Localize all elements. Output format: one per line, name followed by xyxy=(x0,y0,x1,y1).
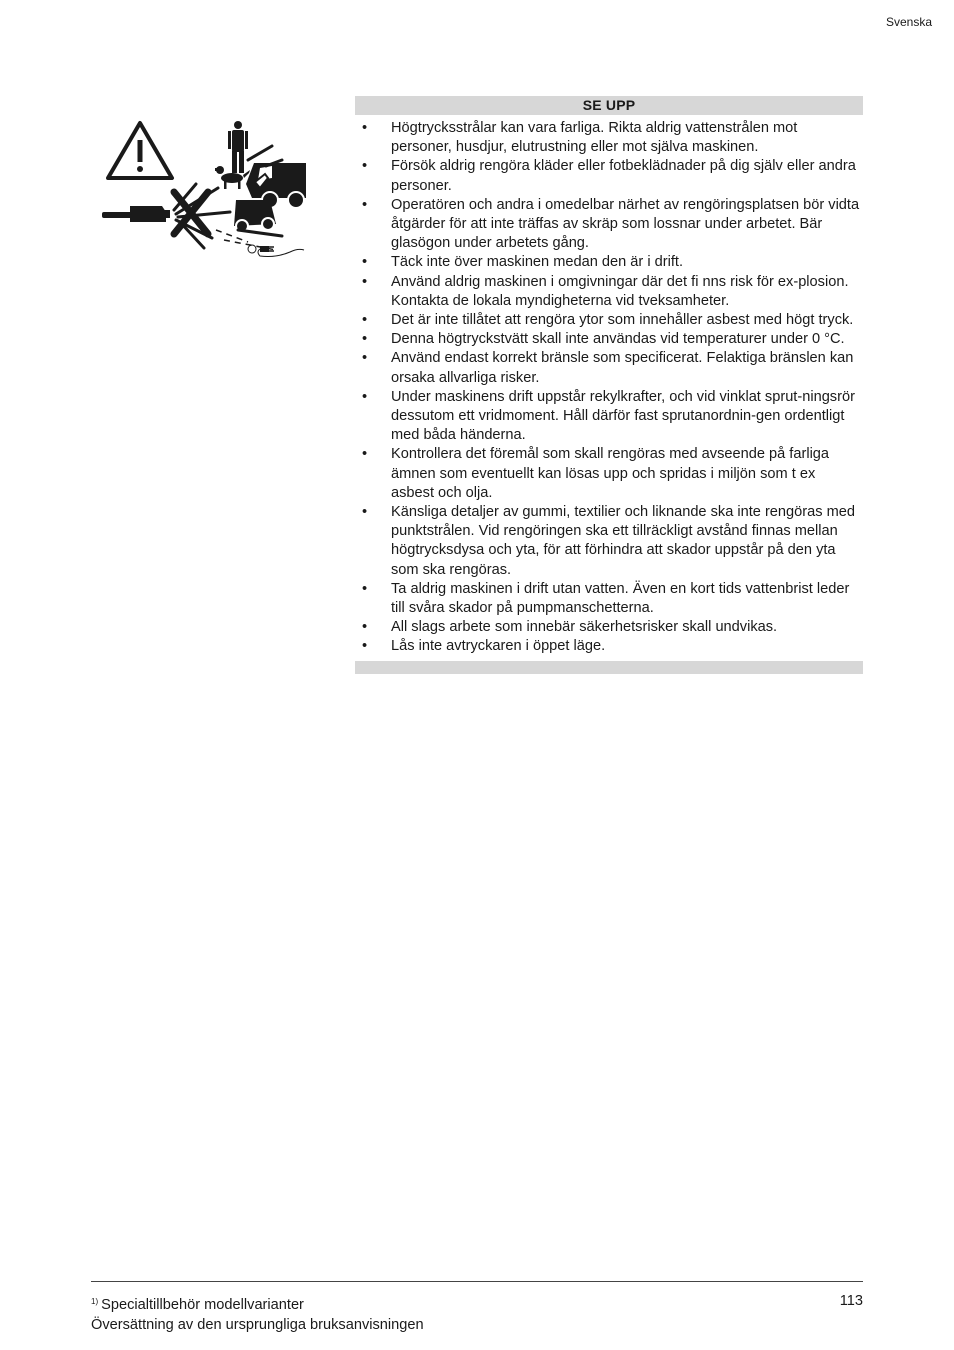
bullet-icon: • xyxy=(362,254,368,271)
language-label: Svenska xyxy=(885,15,932,29)
warning-item xyxy=(355,388,863,446)
warning-item-text: Använd endast korrekt bränsle som specificerat. Felaktiga bränslen kan orsaka allvarliga risker. xyxy=(391,350,854,386)
bullet-icon: • xyxy=(362,273,368,290)
bullet-icon: • xyxy=(362,331,368,348)
warning-item-text: Det är inte tillåtet att rengöra ytor som innehåller asbest med högt tryck. xyxy=(391,312,854,329)
bullet-icon: • xyxy=(362,388,368,405)
warning-item-text: Täck inte över maskinen medan den är i drift. xyxy=(391,254,684,271)
warning-box-bottom-bar xyxy=(355,661,863,674)
warning-item-text: Ta aldrig maskinen i drift utan vatten. Även en kort tids vattenbrist leder till svåra skador på pumpmanschetterna. xyxy=(391,580,850,617)
warning-item xyxy=(355,503,863,580)
warning-item-text: All slags arbete som innebär säkerhetsrisker skall undvikas. xyxy=(391,619,778,636)
warning-item-text: Försök aldrig rengöra kläder eller fotbeklädnader på dig själv eller andra personer. xyxy=(391,158,856,194)
page-number: 113 xyxy=(839,1293,863,1309)
warning-item xyxy=(355,157,863,195)
warning-item-text: Operatören och andra i omedelbar närhet av rengöringsplatsen bör vidta åtgärder för att inte träffas av skräp som lossnar under arbetet. Bär glasögon under arbetets gång. xyxy=(391,196,860,252)
warning-item xyxy=(355,253,863,272)
bullet-icon: • xyxy=(362,120,368,136)
document-subtitle: Översättning av den ursprungliga bruksanvisningen xyxy=(91,1316,424,1333)
warning-item-text: Lås inte avtryckaren i öppet läge. xyxy=(391,638,606,655)
warning-item-text: Högtrycksstrålar kan vara farliga. Rikta aldrig vattenstrålen mot personer, husdjur, elutrustning eller mot själva maskinen. xyxy=(391,120,798,156)
warning-item xyxy=(355,580,863,618)
safety-illustration xyxy=(100,118,306,264)
bullet-icon: • xyxy=(362,196,368,213)
warning-item xyxy=(355,637,863,656)
warning-item xyxy=(355,330,863,349)
warning-item xyxy=(355,618,863,637)
warning-box xyxy=(355,96,863,674)
spray-gun-icon xyxy=(102,206,170,222)
bullet-icon: • xyxy=(362,504,368,521)
warning-item xyxy=(355,349,863,387)
warning-triangle-icon xyxy=(108,123,172,178)
warning-item-text: Känsliga detaljer av gummi, textilier och liknande ska inte rengöras med punktstrålen. Vid rengöringen ska ett tillräckligt avstånd finnas mellan högtrycksdysa och yta, för att förhindra att skador uppstår på den yta som ska rengöras. xyxy=(391,504,855,578)
bullet-icon: • xyxy=(362,312,368,329)
bullet-icon: • xyxy=(362,158,368,175)
footnote-mark: 1) xyxy=(91,1297,99,1306)
warning-item-text: Denna högtryckstvätt skall inte användas vid temperaturer under 0 °C. xyxy=(391,331,845,348)
warning-title: SE UPP xyxy=(355,96,863,115)
person-icon xyxy=(228,121,248,173)
bullet-icon: • xyxy=(362,580,368,597)
warning-item-text: Kontrollera det föremål som skall rengöras med avseende på farliga ämnen som eventuellt kan lösas upp och spridas i miljön som t ex asbest och olja. xyxy=(391,446,830,501)
footer-divider xyxy=(91,1281,863,1282)
bullet-icon: • xyxy=(362,638,368,655)
warning-item xyxy=(355,445,863,503)
bullet-icon: • xyxy=(362,619,368,636)
bullet-icon: • xyxy=(362,350,368,367)
warning-item xyxy=(355,119,863,157)
warning-item xyxy=(355,196,863,254)
warning-item xyxy=(355,273,863,311)
bullet-icon: • xyxy=(362,446,368,463)
footnote-text: Specialtillbehör modellvarianter xyxy=(101,1297,304,1313)
footer-text xyxy=(91,1292,424,1335)
warning-item-text: Under maskinens drift uppstår rekylkrafter, och vid vinklat sprut-ningsrör dessutom ett vridmoment. Håll därför fast sprutanordnin-gen ordentligt med båda händerna. xyxy=(391,388,855,444)
footnote xyxy=(91,1292,424,1316)
warning-item-text: Använd aldrig maskinen i omgivningar där det fi nns risk för ex-plosion. Kontakta de lokala myndigheterna vid tveksamheter. xyxy=(391,273,849,309)
warning-item xyxy=(355,311,863,330)
warning-list xyxy=(355,115,863,661)
